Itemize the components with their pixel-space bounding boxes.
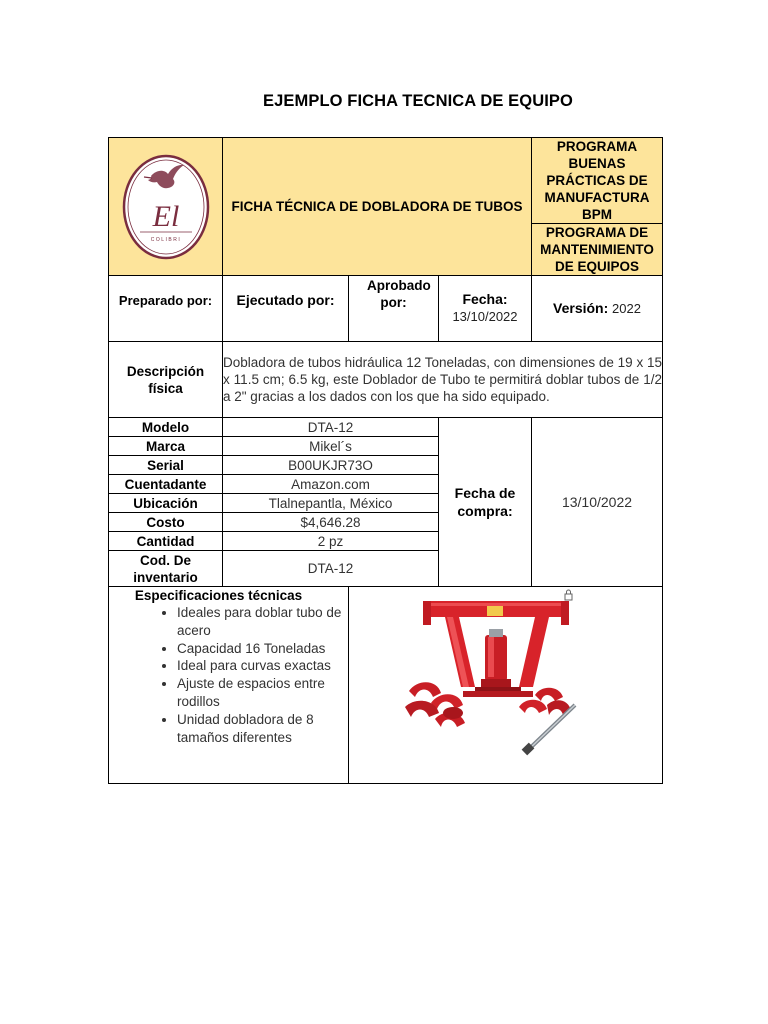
field-value-custodian: Amazon.com xyxy=(223,475,439,494)
field-value-cost: $4,646.28 xyxy=(223,513,439,532)
field-value-inventory: DTA-12 xyxy=(223,551,439,587)
field-label-location: Ubicación xyxy=(109,494,223,513)
colibri-logo xyxy=(116,152,216,262)
description-label-cell xyxy=(109,342,223,418)
spec-item: • Unidad dobladora de 8 tamaños diferentes xyxy=(177,711,344,747)
field-label-cost: Costo xyxy=(109,513,223,532)
spec-item: • Ideal para curvas exactas xyxy=(177,657,344,675)
pipe-bender-image xyxy=(349,587,661,783)
description-label: Descripción física xyxy=(126,363,205,396)
version-value: 2022 xyxy=(612,301,641,316)
logo-subtext: COLIBRI xyxy=(150,236,181,243)
logo-cell xyxy=(109,138,223,276)
field-label-inventory xyxy=(109,551,223,587)
logo-monogram: El xyxy=(152,199,179,233)
field-label-model: Modelo xyxy=(109,418,223,437)
purchase-value: 13/10/2022 xyxy=(532,418,663,587)
date-label: Fecha: xyxy=(462,291,508,307)
field-label-serial: Serial xyxy=(109,456,223,475)
program-maintenance-text: PROGRAMA DE MANTENIMIENTO DE EQUIPOS xyxy=(540,225,654,274)
specs-title: Especificaciones técnicas xyxy=(134,588,303,603)
document-title: EJEMPLO FICHA TECNICA DE EQUIPO xyxy=(263,92,573,110)
prepared-by-label: Preparado por: xyxy=(118,293,213,308)
lock-icon xyxy=(565,590,572,600)
sheet-title xyxy=(223,138,532,276)
approved-by-label: Aprobado por: xyxy=(367,278,431,310)
equipment-sheet-table xyxy=(108,137,663,784)
program-bpm xyxy=(532,138,663,224)
spec-item: • Capacidad 16 Toneladas xyxy=(177,640,344,658)
purchase-label: Fecha de compra: xyxy=(454,485,516,519)
field-label-inventory-text: Cod. De inventario xyxy=(133,552,198,585)
specs-list xyxy=(109,604,344,746)
field-value-brand: Mikel´s xyxy=(223,437,439,456)
field-label-quantity: Cantidad xyxy=(109,532,223,551)
program-bpm-text: PROGRAMA BUENAS PRÁCTICAS DE MANUFACTURA BPM xyxy=(544,139,650,222)
date-value: 13/10/2022 xyxy=(452,309,518,324)
version-cell xyxy=(532,276,663,342)
date-cell xyxy=(439,276,532,342)
field-value-location: Tlalnepantla, México xyxy=(223,494,439,513)
specs-cell xyxy=(109,587,349,784)
spec-item: • Ideales para doblar tubo de acero xyxy=(177,604,344,640)
field-label-brand: Marca xyxy=(109,437,223,456)
field-value-quantity: 2 pz xyxy=(223,532,439,551)
version-label: Versión: xyxy=(553,300,609,316)
product-image-cell xyxy=(349,587,663,784)
spec-item: • Ajuste de espacios entre rodillos xyxy=(177,675,344,711)
purchase-label-cell xyxy=(439,418,532,587)
description-text: Dobladora de tubos hidráulica 12 Toneladas, con dimensiones de 19 x 15 x 11.5 cm; 6.5 kg, este Doblador de Tubo te permitirá doblar tubos de 1/2 a 2" gracias a los dados con los que ha sido equipado. xyxy=(223,342,663,418)
program-maintenance xyxy=(532,224,663,276)
sheet-title-text: FICHA TÉCNICA DE DOBLADORA DE TUBOS xyxy=(231,199,523,214)
field-label-custodian: Cuentadante xyxy=(109,475,223,494)
prepared-by-cell xyxy=(109,276,223,342)
executed-by-cell xyxy=(223,276,349,342)
approved-by-cell xyxy=(349,276,439,342)
field-value-model: DTA-12 xyxy=(223,418,439,437)
field-value-serial: B00UKJR73O xyxy=(223,456,439,475)
executed-by-label: Ejecutado por: xyxy=(236,292,335,308)
